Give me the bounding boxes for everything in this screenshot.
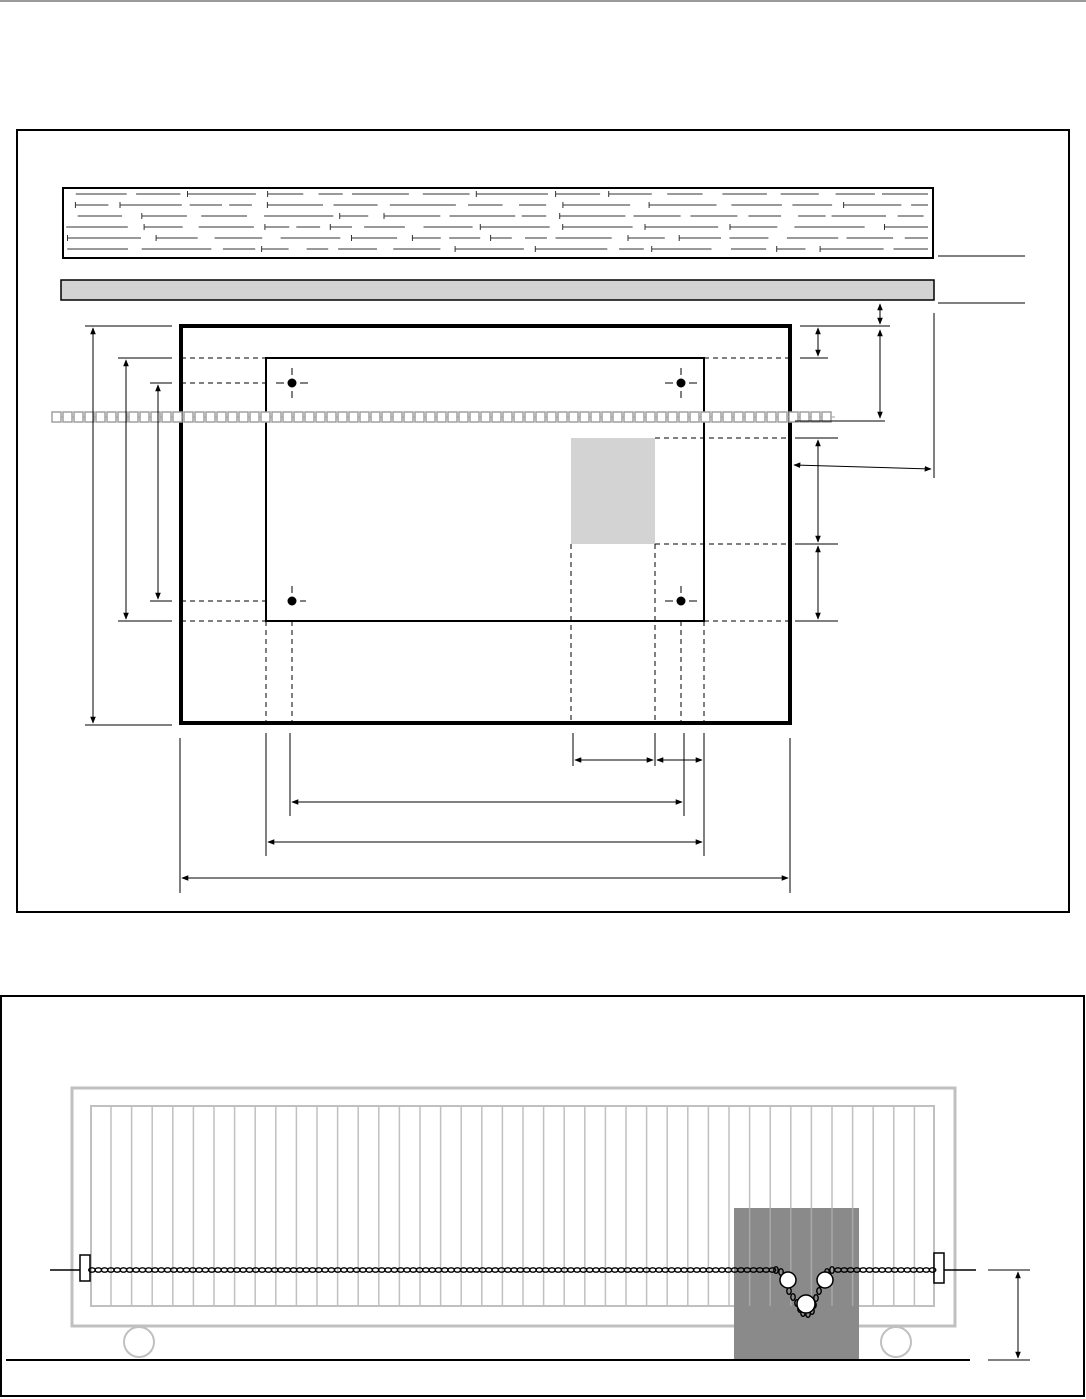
dim-pad-to-rail (794, 465, 931, 469)
drive-chain (52, 412, 835, 422)
mounting-pad (181, 326, 790, 723)
anchor-hole-4 (665, 586, 697, 605)
dimension-arrows (93, 304, 931, 878)
anchor-hole-1 (276, 368, 308, 398)
extension-lines (85, 326, 890, 893)
operator-housing (734, 1208, 859, 1360)
chain-bracket-left (80, 1255, 90, 1281)
wall-strip (63, 188, 933, 258)
gate-rail (61, 280, 934, 300)
figure-gate-chain-view (0, 994, 1086, 1399)
anchor-hole-2 (665, 368, 697, 398)
anchor-hole-3 (288, 586, 306, 605)
page-top-rule (0, 0, 1086, 2)
idler-sprocket-right (817, 1272, 833, 1288)
idler-sprocket-left (780, 1272, 796, 1288)
motor-area (571, 438, 655, 544)
gate-wheel-left (124, 1327, 154, 1357)
figure-frame-2 (1, 996, 1084, 1396)
gate-wheel-right (881, 1327, 911, 1357)
drive-sprocket (797, 1295, 815, 1313)
figure-mounting-layout (0, 128, 1086, 918)
